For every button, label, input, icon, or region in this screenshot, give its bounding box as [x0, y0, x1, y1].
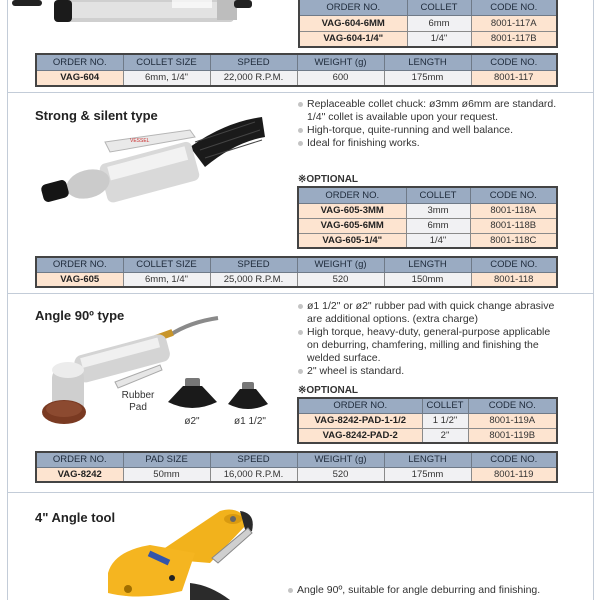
header-weight: WEIGHT (g) [297, 257, 384, 272]
rubber-pad-2-image [165, 378, 220, 413]
length-cell: 150mm [384, 272, 471, 287]
order-no-cell: VAG-8242-PAD-2 [298, 428, 422, 443]
header-order-no: ORDER NO. [298, 398, 422, 413]
weight-cell: 600 [297, 70, 384, 86]
length-cell: 175mm [384, 467, 471, 482]
collet-cell: 1/4" [406, 233, 470, 248]
table-row [298, 203, 557, 218]
collet-cell: 1 1/2" [422, 413, 468, 428]
code-no-cell: 8001-119A [468, 413, 557, 428]
feature-item: High torque, heavy-duty, general-purpose applicable on deburring, chamfering, milling and finishing the welded surface. [298, 326, 558, 365]
order-no-cell: VAG-604 [36, 70, 123, 86]
section-divider [7, 293, 594, 294]
order-no-cell: VAG-8242-PAD-1-1/2 [298, 413, 422, 428]
header-code-no: CODE NO. [471, 257, 557, 272]
speed-cell: 25,000 R.P.M. [210, 272, 297, 287]
pad-1-5-label: ø1 1/2" [234, 416, 266, 427]
pad-2-label: ø2" [184, 416, 200, 427]
svg-text:VESSEL: VESSEL [130, 138, 150, 144]
optional-label: ※OPTIONAL [298, 174, 359, 185]
table-row [36, 70, 557, 86]
header-weight: WEIGHT (g) [297, 54, 384, 70]
collet-cell: 3mm [406, 203, 470, 218]
rubber-pad-label: Rubber Pad [121, 390, 155, 413]
optional-label: ※OPTIONAL [298, 385, 359, 396]
table-row [299, 31, 557, 47]
feature-list-vag-8242 [298, 300, 558, 378]
header-order-no: ORDER NO. [299, 0, 407, 15]
collet-cell: 1/4" [407, 31, 471, 47]
header-speed: SPEED [210, 452, 297, 467]
collet-cell: 6mm [407, 15, 471, 31]
header-order-no: ORDER NO. [36, 257, 123, 272]
spec-table-vag-8242 [35, 451, 558, 483]
collet-cell: 6mm [406, 218, 470, 233]
code-no-cell: 8001-118 [471, 272, 557, 287]
section-title-angle-90: Angle 90º type [35, 308, 125, 323]
order-no-cell: VAG-8242 [36, 467, 123, 482]
optional-table-vag-604 [298, 0, 558, 48]
section-title-strong-silent: Strong & silent type [35, 108, 158, 123]
section-divider [7, 92, 594, 93]
code-no-cell: 8001-117 [471, 70, 557, 86]
header-order-no: ORDER NO. [298, 187, 406, 203]
weight-cell: 520 [297, 272, 384, 287]
code-no-cell: 8001-117B [471, 31, 557, 47]
feature-item: 2" wheel is standard. [298, 365, 558, 378]
header-collet-size: COLLET SIZE [123, 54, 210, 70]
header-order-no: ORDER NO. [36, 54, 123, 70]
section-title-4-angle-tool: 4" Angle tool [35, 510, 116, 525]
angle-tool-4-image [100, 503, 260, 600]
spec-table-vag-605 [35, 256, 558, 288]
header-code-no: CODE NO. [471, 54, 557, 70]
feature-item: ø1 1/2" or ø2" rubber pad with quick change abrasive are additional options. (extra charge) [298, 300, 558, 326]
code-no-cell: 8001-118C [470, 233, 557, 248]
pad-size-cell: 50mm [123, 467, 210, 482]
speed-cell: 16,000 R.P.M. [210, 467, 297, 482]
straight-grinder-image-vag-604 [12, 0, 282, 26]
length-cell: 175mm [384, 70, 471, 86]
order-no-cell: VAG-604-6MM [299, 15, 407, 31]
speed-cell: 22,000 R.P.M. [210, 70, 297, 86]
header-code-no: CODE NO. [471, 0, 557, 15]
code-no-cell: 8001-118A [470, 203, 557, 218]
feature-list-vag-605 [298, 98, 558, 150]
table-row [299, 15, 557, 31]
section-divider [7, 492, 594, 493]
header-order-no: ORDER NO. [36, 452, 123, 467]
header-code-no: CODE NO. [468, 398, 557, 413]
feature-list-4-angle-tool [288, 584, 578, 597]
feature-item: Replaceable collet chuck: ø3mm ø6mm are standard. 1/4" collet is available upon your request. [298, 98, 558, 124]
collet-size-cell: 6mm, 1/4" [123, 272, 210, 287]
header-code-no: CODE NO. [470, 187, 557, 203]
header-speed: SPEED [210, 257, 297, 272]
header-collet-size: COLLET SIZE [123, 257, 210, 272]
order-no-cell: VAG-605-6MM [298, 218, 406, 233]
table-row [298, 233, 557, 248]
order-no-cell: VAG-604-1/4" [299, 31, 407, 47]
code-no-cell: 8001-118B [470, 218, 557, 233]
header-length: LENGTH [384, 452, 471, 467]
order-no-cell: VAG-605-3MM [298, 203, 406, 218]
header-code-no: CODE NO. [471, 452, 557, 467]
feature-item: Angle 90º, suitable for angle deburring and finishing. [288, 584, 578, 597]
header-speed: SPEED [210, 54, 297, 70]
optional-table-vag-605 [297, 186, 558, 249]
header-collet: COLLET [407, 0, 471, 15]
header-weight: WEIGHT (g) [297, 452, 384, 467]
code-no-cell: 8001-119 [471, 467, 557, 482]
header-length: LENGTH [384, 257, 471, 272]
header-length: LENGTH [384, 54, 471, 70]
order-no-cell: VAG-605-1/4" [298, 233, 406, 248]
table-row [298, 218, 557, 233]
weight-cell: 520 [297, 467, 384, 482]
order-no-cell: VAG-605 [36, 272, 123, 287]
straight-grinder-image-vag-605 [40, 112, 265, 207]
optional-table-vag-8242 [297, 397, 558, 444]
table-row [36, 272, 557, 287]
feature-item: Ideal for finishing works. [298, 137, 558, 150]
table-row [298, 413, 557, 428]
table-row [298, 428, 557, 443]
header-collet: COLLET [422, 398, 468, 413]
spec-table-vag-604 [35, 53, 558, 87]
code-no-cell: 8001-117A [471, 15, 557, 31]
rubber-pad-1-5-image [226, 382, 271, 414]
header-collet: COLLET [406, 187, 470, 203]
collet-size-cell: 6mm, 1/4" [123, 70, 210, 86]
collet-cell: 2" [422, 428, 468, 443]
code-no-cell: 8001-119B [468, 428, 557, 443]
header-pad-size: PAD SIZE [123, 452, 210, 467]
table-row [36, 467, 557, 482]
feature-item: High-torque, quite-running and well balance. [298, 124, 558, 137]
